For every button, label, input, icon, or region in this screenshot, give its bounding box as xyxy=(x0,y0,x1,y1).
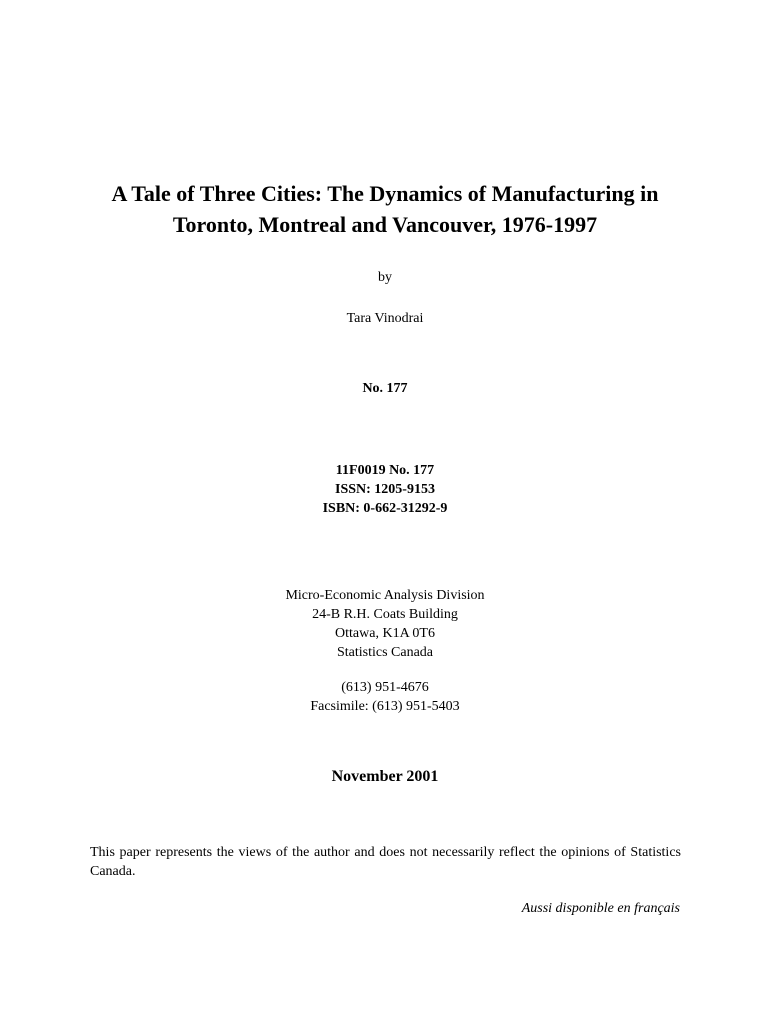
building-name: 24-B R.H. Coats Building xyxy=(312,607,458,622)
division-name: Micro-Economic Analysis Division xyxy=(285,588,485,603)
contact-block xyxy=(0,678,770,716)
author-name: Tara Vinodrai xyxy=(346,311,424,326)
french-availability-note: Aussi disponible en français xyxy=(521,901,680,916)
title-line-2: Toronto, Montreal and Vancouver, 1976-1997 xyxy=(172,212,598,237)
city-postal: Ottawa, K1A 0T6 xyxy=(335,626,435,641)
isbn: ISBN: 0-662-31292-9 xyxy=(322,501,448,516)
catalogue-number: 11F0019 No. 177 xyxy=(335,463,435,478)
fax-number: Facsimile: (613) 951-5403 xyxy=(310,699,460,714)
byline: by xyxy=(378,270,392,285)
phone-number: (613) 951-4676 xyxy=(341,680,429,695)
publication-date: November 2001 xyxy=(331,768,439,785)
paper-number: No. 177 xyxy=(362,381,408,396)
disclaimer-text: This paper represents the views of the author and does not necessarily reflect the opinions of Statistics Canada. xyxy=(90,845,681,879)
publication-identifiers xyxy=(0,461,770,518)
issn: ISSN: 1205-9153 xyxy=(335,482,435,497)
address-block xyxy=(0,586,770,662)
title-line-1: A Tale of Three Cities: The Dynamics of Manufacturing in xyxy=(111,181,659,206)
agency-name: Statistics Canada xyxy=(336,645,434,660)
document-title xyxy=(0,178,770,240)
